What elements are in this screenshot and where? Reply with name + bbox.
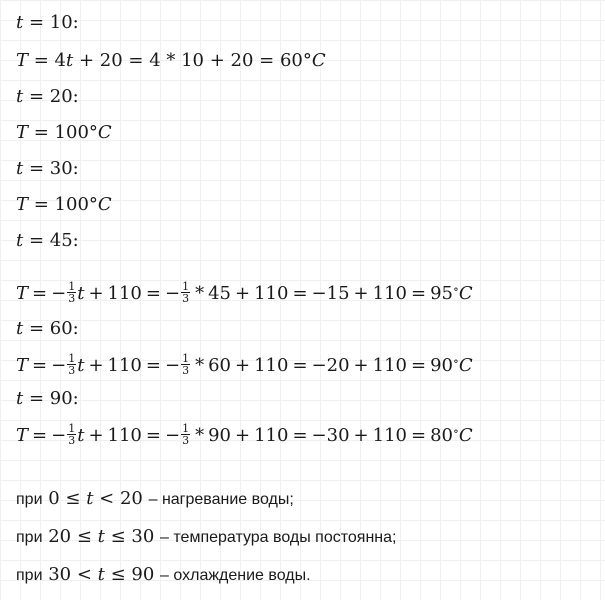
fraction-one-third: $\frac{1}{3}$ [68, 351, 76, 377]
line-T90: T = − $\frac{1}{3}$ t + 110 = − $\frac{1}{3}$ * 90 + 110 = −30 + 110 = 80∘C [16, 421, 473, 447]
line-t45: t = 45: [16, 230, 79, 251]
conclusion-constant: при 20 ≤ t ≤ 30 – температура воды постоянна; [16, 526, 397, 547]
conclusion-heating: при 0 ≤ t < 20 – нагревание воды; [16, 488, 294, 509]
fraction-one-third: $\frac{1}{3}$ [182, 421, 190, 447]
line-t30: t = 30: [16, 158, 79, 179]
fraction-one-third: $\frac{1}{3}$ [182, 279, 190, 305]
fraction-one-third: $\frac{1}{3}$ [68, 279, 76, 305]
fraction-one-third: $\frac{1}{3}$ [68, 421, 76, 447]
line-T30: T = 100°C [16, 194, 112, 215]
line-t90: t = 90: [16, 388, 79, 409]
line-t20: t = 20: [16, 86, 79, 107]
line-T10: T = 4t + 20 = 4 * 10 + 20 = 60°C [16, 50, 326, 71]
line-T60: T = − $\frac{1}{3}$ t + 110 = − $\frac{1}{3}$ * 60 + 110 = −20 + 110 = 90∘C [16, 351, 473, 377]
line-T20: T = 100°C [16, 122, 112, 143]
conclusion-cooling: при 30 < t ≤ 90 – охлаждение воды. [16, 564, 311, 585]
line-t60: t = 60: [16, 318, 79, 339]
fraction-one-third: $\frac{1}{3}$ [182, 351, 190, 377]
line-t10: t = 10: [16, 12, 79, 33]
line-T45: T = − $\frac{1}{3}$ t + 110 = − $\frac{1}{3}$ * 45 + 110 = −15 + 110 = 95∘C [16, 279, 473, 305]
